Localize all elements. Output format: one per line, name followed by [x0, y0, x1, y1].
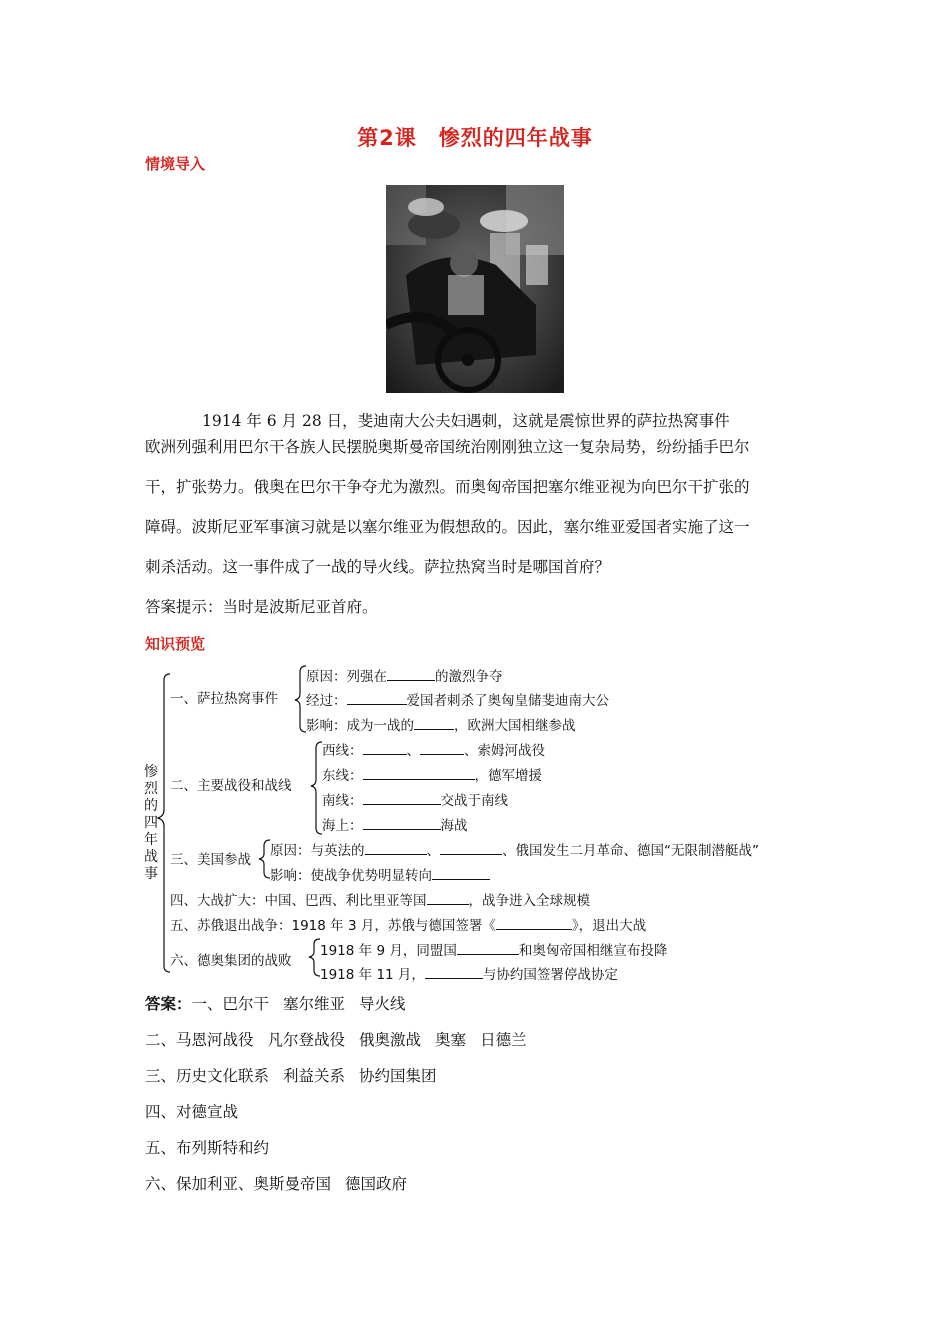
fill-blank[interactable] — [347, 690, 407, 705]
text: 影响：使战争优势明显转向 — [270, 868, 432, 884]
section-heading-intro: 情境导入 — [145, 155, 206, 173]
page-title: 第2课 惨烈的四年战事 — [357, 126, 593, 150]
answer: 俄奥激战 — [359, 1031, 422, 1049]
text: 五、苏俄退出战争：1918 年 3 月，苏俄与德国签署《 — [170, 918, 496, 934]
text: 东线： — [322, 768, 363, 784]
node-sarajevo-effect — [306, 715, 576, 735]
knowledge-map — [140, 660, 840, 983]
root-char: 年 — [144, 832, 158, 848]
answer: 六、保加利亚、奥斯曼帝国 — [145, 1175, 332, 1193]
node-us-effect — [270, 865, 490, 885]
root-char: 战 — [144, 849, 158, 865]
answers-line-5 — [145, 1136, 269, 1158]
fill-blank[interactable] — [427, 890, 469, 905]
root-char: 烈 — [144, 781, 158, 797]
text: 交战于南线 — [440, 793, 508, 809]
text: 海上： — [322, 818, 363, 834]
fill-blank[interactable] — [363, 790, 441, 805]
node-sarajevo: 一、萨拉热窝事件 — [170, 691, 278, 707]
node-southern-front — [322, 790, 508, 810]
answer: 四、对德宣战 — [145, 1103, 239, 1121]
intro-line-4: 障碍。波斯尼亚军事演习就是以塞尔维亚为假想敌的。因此，塞尔维亚爱国者实施了这一 — [145, 518, 750, 536]
text: 和奥匈帝国相继宣布投降 — [518, 943, 668, 959]
answer: 塞尔维亚 — [283, 995, 346, 1013]
text: ，德军增援 — [474, 768, 542, 784]
answers-line-1 — [145, 992, 406, 1014]
intro-line-1: 1914 年 6 月 28 日，斐迪南大公夫妇遇刺，这就是震惊世界的萨拉热窝事件 — [202, 412, 730, 430]
text: 海战 — [440, 818, 468, 834]
text: 、 — [426, 843, 440, 859]
fill-blank[interactable] — [387, 666, 435, 681]
node-defeat-nov — [320, 964, 618, 984]
fill-blank[interactable] — [363, 765, 475, 780]
fill-blank[interactable] — [414, 715, 454, 730]
map-root-label — [142, 764, 160, 883]
node-us-cause — [270, 840, 759, 860]
node-sea-front — [322, 815, 468, 835]
answer: 奥塞 — [435, 1031, 467, 1049]
root-char: 事 — [144, 866, 158, 882]
text: 1918 年 9 月，同盟国 — [320, 943, 457, 959]
answer: 日德兰 — [480, 1031, 527, 1049]
node-defeat-sept — [320, 940, 667, 960]
answers-label: 答案： — [145, 995, 192, 1013]
text: 1918 年 11 月， — [320, 967, 425, 983]
text: 、 — [406, 743, 420, 759]
text: 影响：成为一战的 — [306, 718, 414, 734]
answer: 二、马恩河战役 — [145, 1031, 254, 1049]
text: 南线： — [322, 793, 363, 809]
root-char: 四 — [144, 815, 158, 831]
answer: 德国政府 — [345, 1175, 408, 1193]
node-sarajevo-process — [306, 690, 609, 710]
node-western-front — [322, 740, 545, 760]
section-heading-preview: 知识预览 — [145, 635, 206, 653]
answers-line-4 — [145, 1100, 238, 1122]
text: ，战争进入全球规模 — [468, 893, 590, 909]
node-eastern-front — [322, 765, 542, 785]
node-defeat: 六、德奥集团的战败 — [170, 953, 292, 969]
fill-blank[interactable] — [440, 840, 502, 855]
text: 爱国者刺杀了奥匈皇储斐迪南大公 — [406, 693, 609, 709]
answer: 导火线 — [359, 995, 406, 1013]
fill-blank[interactable] — [363, 815, 441, 830]
fill-blank[interactable] — [365, 840, 427, 855]
node-sarajevo-cause — [306, 666, 503, 686]
fill-blank[interactable] — [420, 740, 464, 755]
text: 、俄国发生二月革命、德国“无限制潜艇战” — [502, 843, 759, 859]
text: 原因：列强在 — [306, 669, 387, 685]
answer: 凡尔登战役 — [267, 1031, 346, 1049]
answer-hint: 答案提示：当时是波斯尼亚首府。 — [145, 598, 378, 616]
text: 与协约国签署停战协定 — [482, 967, 618, 983]
text: 原因：与英法的 — [270, 843, 365, 859]
intro-line-5: 刺杀活动。这一事件成了一战的导火线。萨拉热窝当时是哪国首府？ — [145, 558, 611, 576]
intro-line-3: 干，扩张势力。俄奥在巴尔干争夺尤为激烈。而奥匈帝国把塞尔维亚视为向巴尔干扩张的 — [145, 478, 750, 496]
fill-blank[interactable] — [425, 964, 483, 979]
text: 四、大战扩大：中国、巴西、利比里亚等国 — [170, 893, 427, 909]
photo-drawing — [386, 185, 564, 393]
answers-line-2 — [145, 1028, 527, 1050]
answer: 三、历史文化联系 — [145, 1067, 270, 1085]
fill-blank[interactable] — [457, 940, 519, 955]
text: ，欧洲大国相继参战 — [454, 718, 576, 734]
text: 、索姆河战役 — [464, 743, 545, 759]
answers-line-6 — [145, 1172, 407, 1194]
fill-blank[interactable] — [432, 865, 490, 880]
text: 》，退出大战 — [571, 918, 647, 934]
answer: 协约国集团 — [359, 1067, 437, 1085]
text: 经过： — [306, 693, 347, 709]
node-us-entry: 三、美国参战 — [170, 852, 251, 868]
text: 西线： — [322, 743, 363, 759]
answer: 五、布列斯特和约 — [145, 1139, 270, 1157]
fill-blank[interactable] — [496, 915, 572, 930]
text: 的激烈争夺 — [435, 669, 503, 685]
root-char: 的 — [144, 798, 158, 814]
node-soviet-exit — [170, 915, 646, 935]
root-char: 惨 — [144, 764, 158, 780]
historical-photo — [386, 185, 564, 393]
fill-blank[interactable] — [363, 740, 407, 755]
node-battles: 二、主要战役和战线 — [170, 778, 292, 794]
answers-line-3 — [145, 1064, 437, 1086]
intro-line-2: 欧洲列强利用巴尔干各族人民摆脱奥斯曼帝国统治刚刚独立这一复杂局势，纷纷插手巴尔 — [145, 438, 750, 456]
answer: 一、巴尔干 — [191, 995, 270, 1013]
node-war-expansion — [170, 890, 590, 910]
answer: 利益关系 — [283, 1067, 346, 1085]
